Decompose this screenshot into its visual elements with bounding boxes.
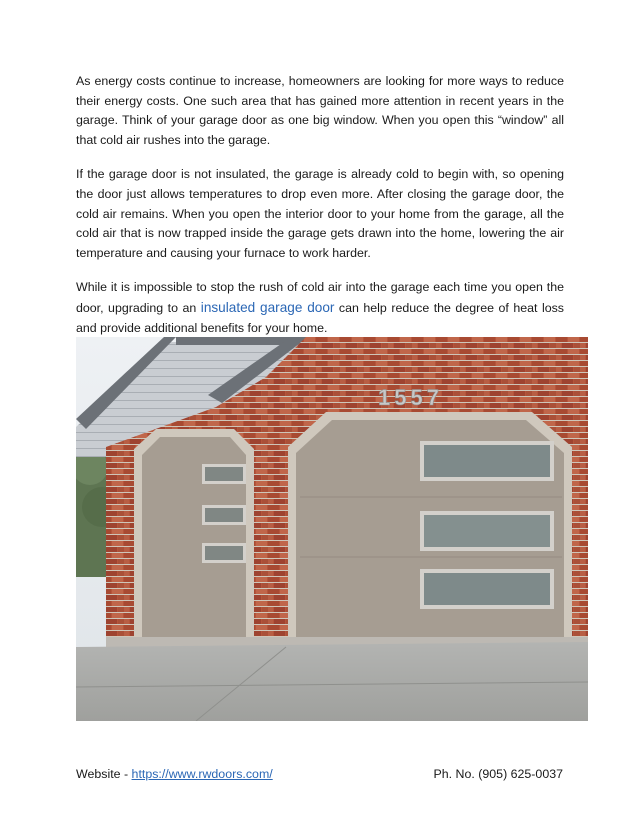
house-number: 1557 — [378, 385, 443, 410]
website-link[interactable]: https://www.rwdoors.com/ — [131, 767, 273, 781]
article-body — [76, 72, 564, 353]
paragraph-2: If the garage door is not insulated, the garage is already cold to begin with, so opening the door just allows temperatures to drop even more. After closing the garage door, the cold air remains. When you open the interior door to your home from the garage, all the cold air that is now trapped inside the garage gets drawn into the home, lowering the air temperature and causing your furnace to work harder. — [76, 167, 564, 260]
garage-door-photo — [76, 337, 588, 721]
website-info — [76, 766, 273, 782]
phone-number: Ph. No. (905) 625-0037 — [433, 767, 563, 781]
insulated-garage-door-link[interactable]: insulated garage door — [200, 299, 335, 315]
paragraph-1: As energy costs continue to increase, homeowners are looking for more ways to reduce their energy costs. One such area that has gained more attention in recent years in the garage. Think of your garage door as one big window. When you open this “window” all that cold air rushes into the garage. — [76, 74, 564, 147]
paragraph-3-after: can help reduce the degree of heat loss and provide additional benefits for your home. — [76, 300, 564, 335]
paragraph-3-before: While it is impossible to stop the rush of cold air into the garage each time you open the door, upgrading to an — [76, 280, 564, 315]
page-footer — [76, 766, 563, 782]
paragraph-3 — [76, 278, 564, 338]
website-label: Website - — [76, 767, 132, 781]
